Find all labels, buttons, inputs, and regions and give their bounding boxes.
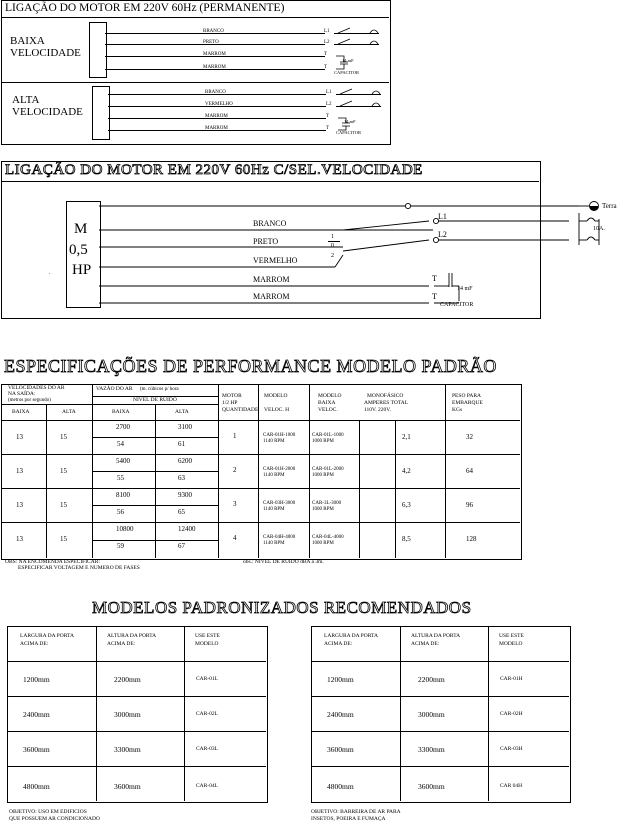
col-line [359,420,360,558]
header-monofasico: 110V. 220V. [364,407,391,413]
row-width: 2400mm [23,710,50,719]
header-model: USE ESTE [195,633,220,639]
header-monofasico: AMPERES TOTAL [364,400,409,406]
wire-label-marrom: MARROM [203,52,226,57]
wire-label-marrom: MARROM [203,65,226,70]
low-speed-label-2: VELOCIDADE [10,47,81,59]
row-ruido-baixa: 56 [117,508,124,516]
header-alta: ALTA [62,409,76,415]
wire-label-marrom: MARROM [205,126,228,131]
header-width: LARGURA DA PORTA [324,633,378,639]
col-line [488,626,489,801]
header-ruido: NIVEL DE RUIDO [133,397,177,403]
low-speed-label-1: BAIXA [10,35,45,47]
row-vazao-alta: 6200 [178,457,192,465]
row-ruido-alta: 61 [178,440,185,448]
motor-label-m: M [74,221,88,237]
row-vel-alta: 15 [60,467,67,475]
objective-left: QUE POSSUEM AR CONDICIONADO [9,816,100,822]
row-width: 2400mm [327,710,354,719]
row-vel-baixa: 13 [16,433,23,441]
header-model: MODELO [195,641,219,647]
header-width: LARGURA DA PORTA [20,633,74,639]
row-height: 3300mm [418,745,445,754]
row-ruido-baixa: 55 [117,474,124,482]
header-width: ACIMA DE: [20,641,49,647]
row-line [7,696,266,697]
col-line [96,626,97,801]
wire-label-vermelho: VERMELHO [253,256,298,265]
row-vel-baixa: 13 [16,501,23,509]
row-line [92,540,218,541]
row-model-h-rpm: 1140 RPM [263,473,285,478]
row-width: 1200mm [327,675,354,684]
row-width: 3600mm [23,745,50,754]
objective-right: INSETOS, POEIRA E FUMAÇA [311,816,386,822]
col-line [400,626,401,801]
row-line [311,766,569,767]
row-line [92,437,218,438]
terminal-l2: L2 [326,102,332,107]
row-model: CAR-01H [500,676,523,682]
terminal-t: T [326,126,330,131]
spec-table [1,384,522,560]
col-line [445,384,446,558]
row-model-l: CAR-01L-1000 [312,433,344,438]
terminal-l1: L1 [326,90,332,95]
row-line [1,454,520,455]
header-velocidades: NA SAÍDA: [8,391,36,397]
row-line [1,420,520,421]
section-divider [1,82,389,83]
row-motor-qty: 3 [233,500,237,508]
terminal-t: T [326,114,330,119]
wire-label-preto: PRETO [253,237,279,246]
wire-label-branco: BRANCO [205,90,226,95]
selector-divider [328,241,340,242]
header-vazao-unit: (m. cúbicos p/ hora [140,387,179,392]
row-vel-baixa: 13 [16,535,23,543]
row-line [311,696,569,697]
motor-label-hp: HP [72,262,92,278]
row-model-l-rpm: 1000 RPM [312,541,334,546]
wire-label-vermelho: VERMELHO [205,102,233,107]
terminal-t: T [432,292,437,301]
row-model-l-rpm: 1000 RPM [312,473,334,478]
header-height: ACIMA DE: [107,641,136,647]
dot: . [49,270,51,276]
row-model-l-rpm: 1000 RPM [312,507,334,512]
row-model-h: CAR-01H-1000 [263,433,296,438]
row-width: 3600mm [327,745,354,754]
col-line [395,420,396,558]
objective-left: OBJETIVO: USO EM EDIFICIOS [9,809,87,815]
col-line [46,404,47,558]
high-speed-label-1: ALTA [12,94,40,106]
wire-label-marrom: MARROM [253,292,290,301]
row-line [1,404,218,405]
header-modelo-l: MODELO [318,393,342,399]
row-peso: 64 [466,467,473,475]
row-model: CAR 04H [500,783,523,789]
col-line [155,404,156,558]
row-vazao-baixa: 2700 [116,423,130,431]
capacitor-label: CAPACITOR [334,70,360,75]
row-motor-qty: 4 [233,534,237,542]
high-speed-label-2: VELOCIDADE [12,106,83,118]
header-peso: PESO PARA [452,393,481,399]
row-amperes: 8,5 [402,535,411,543]
row-line [311,731,569,732]
row-vazao-alta: 9300 [178,491,192,499]
wire-label-marrom: MARROM [205,114,228,119]
header-model: USE ESTE [499,633,524,639]
row-amperes: 4,2 [402,467,411,475]
title-underline [1,17,389,18]
terminal-t: T [324,52,328,57]
row-model: CAR-01L [196,676,218,682]
row-amperes: 6,3 [402,501,411,509]
terminal-l2: L2 [324,40,330,45]
row-height: 3600mm [418,782,445,791]
row-height: 3600mm [114,782,141,791]
row-model-h: CAR-04H-4000 [263,535,296,540]
capacitor-value: 14 mF [344,119,356,124]
row-model: CAR-04L [196,783,218,789]
header-baixa: BAIXA [112,409,130,415]
capacitor-label: CAPACITOR [336,130,362,135]
row-model: CAR-02H [500,711,523,717]
row-line [7,766,266,767]
selector-position-0: 0 [331,243,334,249]
header-height: ALTURA DA PORTA [107,633,157,639]
row-amperes: 2,1 [402,433,411,441]
wire-label-branco: BRANCO [203,29,224,34]
row-model-l-rpm: 1000 RPM [312,439,334,444]
wire-label-marrom: MARROM [253,275,290,284]
header-monofasico: MONOFÁSICO [367,393,404,399]
row-width: 4800mm [23,782,50,791]
terminal-l1: L1 [438,212,447,221]
row-vazao-baixa: 5400 [116,457,130,465]
row-vazao-baixa: 8100 [116,491,130,499]
row-model-h: CAR-01H-2000 [263,467,296,472]
row-line [92,505,218,506]
row-line [1,488,520,489]
header-height: ALTURA DA PORTA [411,633,461,639]
row-ruido-baixa: 59 [117,542,124,550]
row-vel-alta: 15 [60,535,67,543]
header-modelo-h: MODELO [264,393,288,399]
spec-title: ESPECIFICAÇÕES DE PERFORMANCE MODELO PADRÃO [4,356,497,376]
header-model: MODELO [499,641,523,647]
wire-label-branco: BRANCO [253,219,287,228]
header-velocidades-unit: (metros por segundo) [8,398,51,403]
header-height: ACIMA DE: [411,641,440,647]
row-model-h-rpm: 1140 RPM [263,439,285,444]
header-modelo-h: VELOC. H [264,407,290,413]
row-peso: 128 [466,535,477,543]
row-peso: 32 [466,433,473,441]
permanent-wiring-title: LIGAÇÃO DO MOTOR EM 220V 60Hz (PERMANENTE) [5,2,285,14]
capacitor-value: 14 mF [457,286,473,292]
capacitor-label: CAPACITOR [440,302,474,308]
col-line [218,384,219,558]
header-alta: ALTA [175,409,189,415]
row-line [1,522,520,523]
row-vel-baixa: 13 [16,467,23,475]
header-peso: EMBARQUE [452,400,483,406]
header-modelo-l: BAIXA [318,400,336,406]
header-motor: MOTOR [222,393,242,399]
row-model-h: CAR-03H-3000 [263,501,296,506]
row-motor-qty: 1 [233,432,237,440]
row-line [92,471,218,472]
row-ruido-alta: 63 [178,474,185,482]
row-model-h-rpm: 1140 RPM [263,541,285,546]
row-height: 2200mm [114,675,141,684]
selector-wiring-lines [99,195,620,315]
ground-label: Terra [602,202,617,210]
row-height: 3000mm [114,710,141,719]
terminal-t: T [324,65,328,70]
spec-note: obs.: NIVEL DE RUIDO dBA a 3m. [243,559,324,565]
row-peso: 96 [466,501,473,509]
row-model-l: CAR-3L-3000 [312,501,342,506]
row-model-h-rpm: 1140 RPM [263,507,285,512]
col-line [184,626,185,801]
header-peso: KGs [452,407,463,413]
row-vel-alta: 15 [60,501,67,509]
row-ruido-alta: 67 [178,542,185,550]
row-vel-alta: 15 [60,433,67,441]
row-model-l: CAR-01L-2000 [312,467,344,472]
title-underline [1,181,539,182]
row-line [7,731,266,732]
header-baixa: BAIXA [12,409,30,415]
spec-note: OBS: NA ENCOMENDA ESPECIFICAR: [5,559,100,565]
wire-label-preto: PRETO [203,40,219,45]
fuse-rating: 10A. [593,226,605,232]
selector-position-2: 2 [331,253,334,259]
ground-icon [588,200,602,214]
row-vazao-alta: 12400 [178,525,196,533]
row-model: CAR-03H [500,746,523,752]
row-width: 1200mm [23,675,50,684]
header-modelo-l: VELOC. [318,407,338,413]
models-title: MODELOS PADRONIZADOS RECOMENDADOS [92,598,472,617]
row-height: 3000mm [418,710,445,719]
terminal-t: T [432,274,437,283]
switch-icon [330,26,390,76]
row-height: 3300mm [114,745,141,754]
header-motor: 1/2 HP [222,400,238,406]
row-vazao-baixa: 10800 [116,525,134,533]
terminal-l1: L1 [324,29,330,34]
row-vazao-alta: 3100 [178,423,192,431]
row-model: CAR-02L [196,711,218,717]
row-model-l: CAR-04L-4000 [312,535,344,540]
terminal-l2: L2 [438,230,447,239]
row-height: 2200mm [418,675,445,684]
row-width: 4800mm [327,782,354,791]
row-model: CAR-03L [196,746,218,752]
row-motor-qty: 2 [233,466,237,474]
selector-position-1: 1 [331,234,334,240]
spec-note: ESPECIFICAR VOLTAGEM E NUMERO DE FASES [18,565,140,571]
header-vazao: VAZÃO DO AR [96,386,133,392]
row-line [7,661,266,662]
header-width: ACIMA DE: [324,641,353,647]
objective-right: OBJETIVO: BARREIRA DE AR PARA [311,809,401,815]
row-ruido-baixa: 54 [117,440,124,448]
row-ruido-alta: 65 [178,508,185,516]
motor-label-power: 0,5 [69,242,88,258]
header-velocidades: VELOCIDADES DO AR [8,385,65,391]
row-line [311,661,569,662]
selector-wiring-title: LIGAÇÃO DO MOTOR EM 220V 60Hz C/SEL.VELOCIDADE [5,162,423,178]
capacitor-value: 14 mF [342,58,354,63]
header-motor: QUANTIDADE [222,407,259,413]
col-line [309,384,310,558]
